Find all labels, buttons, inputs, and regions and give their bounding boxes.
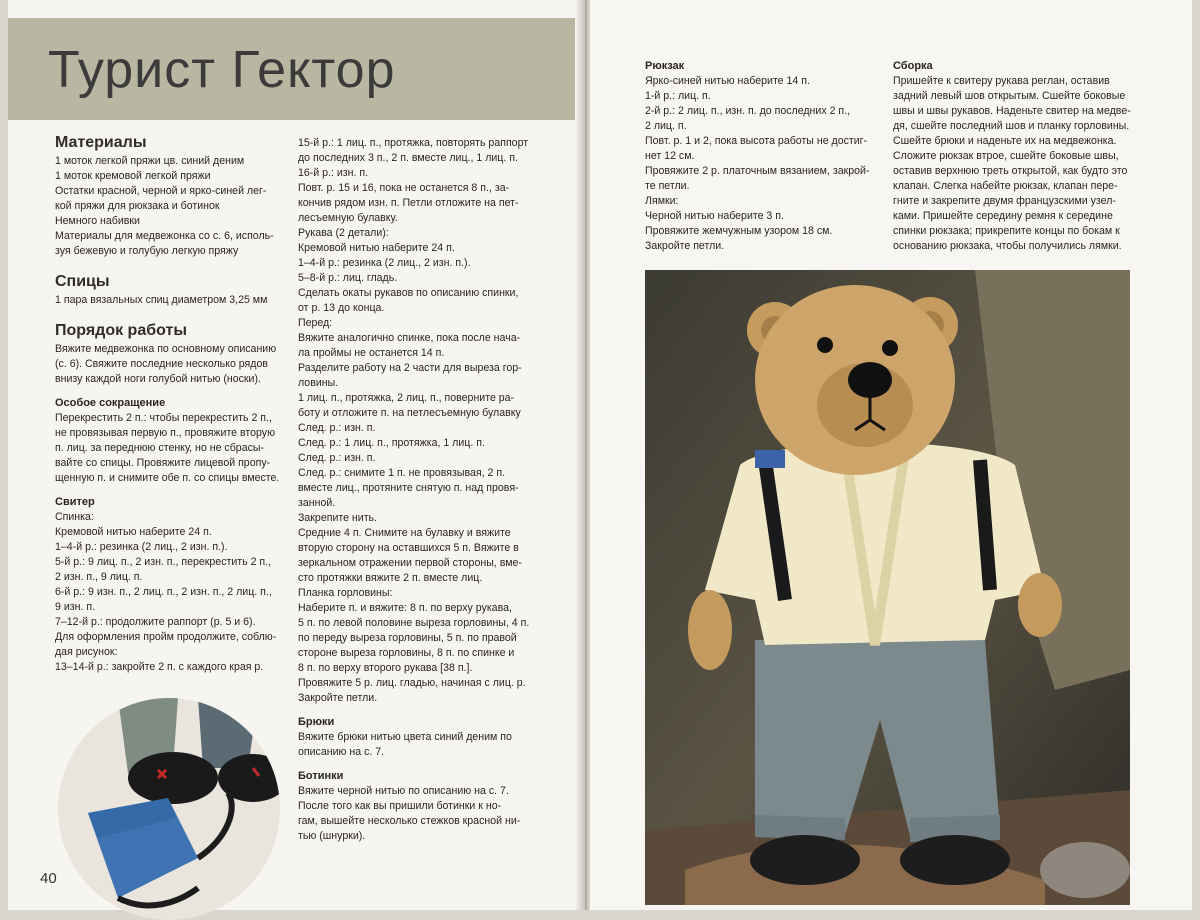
middle-column [298,136,538,844]
text-line: 2 изн. п., 9 лиц. п. [55,571,143,583]
detail-photo-boots-backpack [58,698,280,920]
text-line: Перед: [298,317,333,329]
text-line: основанию рюкзака, чтобы получились лямки. [893,240,1122,252]
text-line: Средние 4 п. Снимите на булавку и вяжите [298,527,511,539]
text-line: 13–14-й р.: закройте 2 п. с каждого края р. [55,661,264,673]
text-line: внизу каждой ноги голубой нитью (носки). [55,373,261,385]
order-heading: Порядок работы [55,322,187,339]
boots-heading: Ботинки [298,770,344,782]
assembly-heading: Сборка [893,60,933,72]
text-line: боту и отложите п. на петлесъемную булавку [298,407,521,419]
text-line: Сложите рюкзак втрое, сшейте боковые швы, [893,150,1119,162]
text-line: 1–4-й р.: резинка (2 лиц., 2 изн. п.). [55,541,228,553]
order-text [55,342,285,387]
text-line: Черной нитью наберите 3 п. [645,210,784,222]
text-line: гам, вышейте несколько стежков красной ни- [298,815,521,827]
boots-text [298,784,538,844]
text-line: След. р.: изн. п. [298,452,376,464]
text-line: 2-й р.: 2 лиц. п., изн. п. до последних 2 п., [645,105,851,117]
text-line: Вяжите брюки нитью цвета синий деним по [298,731,512,743]
text-line: лесъемную булавку. [298,212,398,224]
text-line: Сделать окаты рукавов по описанию спинки, [298,287,519,299]
backpack-heading: Рюкзак [645,60,685,72]
text-line: 9 изн. п. [55,601,96,613]
text-line: Закройте петли. [298,692,378,704]
text-line: те петли. [645,180,690,192]
text-line: Для оформления пройм продолжите, соблю- [55,631,277,643]
text-line: Кремовой нитью наберите 24 п. [55,526,212,538]
special-text [55,411,285,486]
text-line: зуя бежевую и голубую легкую пряжу [55,245,239,257]
text-line: 1–4-й р.: резинка (2 лиц., 2 изн. п.). [298,257,471,269]
text-line: тью (шнурки). [298,830,366,842]
bear-photo [645,270,1130,905]
text-line: Остатки красной, черной и ярко-синей лег- [55,185,267,197]
text-line: Кремовой нитью наберите 24 п. [298,242,455,254]
text-line: 1 моток легкой пряжи цв. синий деним [55,155,245,167]
text-line: (с. 6). Свяжите последние несколько рядов [55,358,268,370]
text-line: сто протяжки вяжите 2 п. вместе лиц. [298,572,483,584]
text-line: по переду выреза горловины, 5 п. по правой [298,632,517,644]
text-line: 6-й р.: 9 изн. п., 2 лиц. п., 2 изн. п., 2 лиц. п., [55,586,272,598]
text-line: вторую сторону на оставшихся 5 п. Вяжите в [298,542,519,554]
text-line: Закрепите нить. [298,512,378,524]
text-line: Спинка: [55,511,94,523]
text-line: вайте со спицы. Провяжите лицевой пропу- [55,457,271,469]
sweater-text [55,510,285,675]
backpack-text [645,74,870,254]
text-line: дая рисунок: [55,646,118,658]
text-line: ловины. [298,377,339,389]
text-line: След. р.: снимите 1 п. не провязывая, 2 п. [298,467,506,479]
text-line: 5-й р.: 9 лиц. п., 2 изн. п., перекрестить 2 п., [55,556,272,568]
sweater-heading: Свитер [55,496,95,508]
text-line: Перекрестить 2 п.: чтобы перекрестить 2 п., [55,412,272,424]
text-line: кой пряжи для рюкзака и ботинок [55,200,220,212]
text-line: щенную п. и снимите обе п. со спицы вместе. [55,472,280,484]
text-line: спинки рюкзака; прикрепите концы по бокам к [893,225,1120,237]
text-line: Повт. р. 1 и 2, пока высота работы не достиг- [645,135,868,147]
trousers-text [298,730,538,760]
text-line: оставив верхнюю треть открытой, как будто это [893,165,1128,177]
assembly-text [893,74,1133,254]
materials-list [55,154,285,259]
text-line: Наберите п. и вяжите: 8 п. по верху рукава, [298,602,512,614]
special-heading: Особое сокращение [55,397,166,409]
text-line: кончив рядом изн. п. Петли отложите на пет- [298,197,519,209]
text-line: След. р.: 1 лиц. п., протяжка, 1 лиц. п. [298,437,485,449]
text-line: 5 п. по левой половине выреза горловины, 4 п. [298,617,530,629]
text-line: Вяжите аналогично спинке, пока после нача- [298,332,521,344]
text-line: Немного набивки [55,215,140,227]
text-line: задний левый шов открытым. Сшейте боковые [893,90,1126,102]
text-line: 16-й р.: изн. п. [298,167,369,179]
text-line: 1 лиц. п., протяжка, 2 лиц. п., поверните ра- [298,392,515,404]
text-line: вместе лиц., протяните снятую п. над провя- [298,482,519,494]
text-line: 7–12-й р.: продолжите раппорт (р. 5 и 6). [55,616,256,628]
text-line: Планка горловины: [298,587,393,599]
text-line: 1 моток кремовой легкой пряжи [55,170,211,182]
text-line: След. р.: изн. п. [298,422,376,434]
text-line: 8 п. по верху второго рукава [38 п.]. [298,662,473,674]
page-title: Турист Гектор [48,41,396,99]
text-line: Провяжите жемчужным узором 18 см. [645,225,833,237]
text-line: клапан. Слегка набейте рюкзак, клапан пере- [893,180,1118,192]
left-column [55,132,285,675]
text-line: Разделите работу на 2 части для выреза гор- [298,362,522,374]
text-line: дя, сшейте последний шов и планку горловины. [893,120,1130,132]
text-line: Вяжите медвежонка по основному описанию [55,343,277,355]
text-line: не провязывая первую п., провяжите вторую [55,427,276,439]
text-line: зеркальном отражении первой стороны, вме- [298,557,522,569]
text-line: Пришейте к свитеру рукава реглан, оставив [893,75,1110,87]
text-line: Вяжите черной нитью по описанию на с. 7. [298,785,509,797]
text-line: После того как вы пришили ботинки к но- [298,800,502,812]
text-line: Закройте петли. [645,240,725,252]
text-line: швы и швы рукавов. Наденьте свитер на медве- [893,105,1131,117]
right-column-1 [645,58,870,254]
needles-list [55,293,285,308]
text-line: Рукава (2 детали): [298,227,389,239]
text-line: Ярко-синей нитью наберите 14 п. [645,75,810,87]
text-line: Провяжите 5 р. лиц. гладью, начиная с лиц. р. [298,677,526,689]
text-line: от р. 13 до конца. [298,302,385,314]
text-line: гните и закрепите двумя французскими узел- [893,195,1116,207]
text-line: 5–8-й р.: лиц. гладь. [298,272,398,284]
text-line: ками. Пришейте середину ремня к середине [893,210,1113,222]
text-line: занной. [298,497,336,509]
needles-heading: Спицы [55,273,110,290]
text-line: 1-й р.: лиц. п. [645,90,711,102]
text-line: Лямки: [645,195,679,207]
trousers-heading: Брюки [298,716,335,728]
text-line: Материалы для медвежонка со с. 6, исполь- [55,230,274,242]
page-number: 40 [40,870,57,887]
materials-heading: Материалы [55,134,147,151]
text-line: Провяжите 2 р. платочным вязанием, закрой- [645,165,870,177]
text-line: ла проймы не останется 14 п. [298,347,445,359]
text-line: 15-й р.: 1 лиц. п., протяжка, повторять раппорт [298,137,529,149]
text-line: 2 лиц. п. [645,120,687,132]
text-line: п. лиц. за переднюю стенку, но не сбрасы- [55,442,265,454]
text-line: нет 12 см. [645,150,695,162]
text-line: Повт. р. 15 и 16, пока не останется 8 п., за- [298,182,510,194]
text-line: описанию на с. 7. [298,746,385,758]
right-column-2 [893,58,1133,254]
text-line: до последних 3 п., 2 п. вместе лиц., 1 лиц. п. [298,152,518,164]
text-line: 1 пара вязальных спиц диаметром 3,25 мм [55,294,268,306]
text-line: Сшейте брюки и наденьте их на медвежонка. [893,135,1117,147]
text-line: стороне выреза горловины, 8 п. по спинке и [298,647,515,659]
instructions-text [298,136,538,706]
